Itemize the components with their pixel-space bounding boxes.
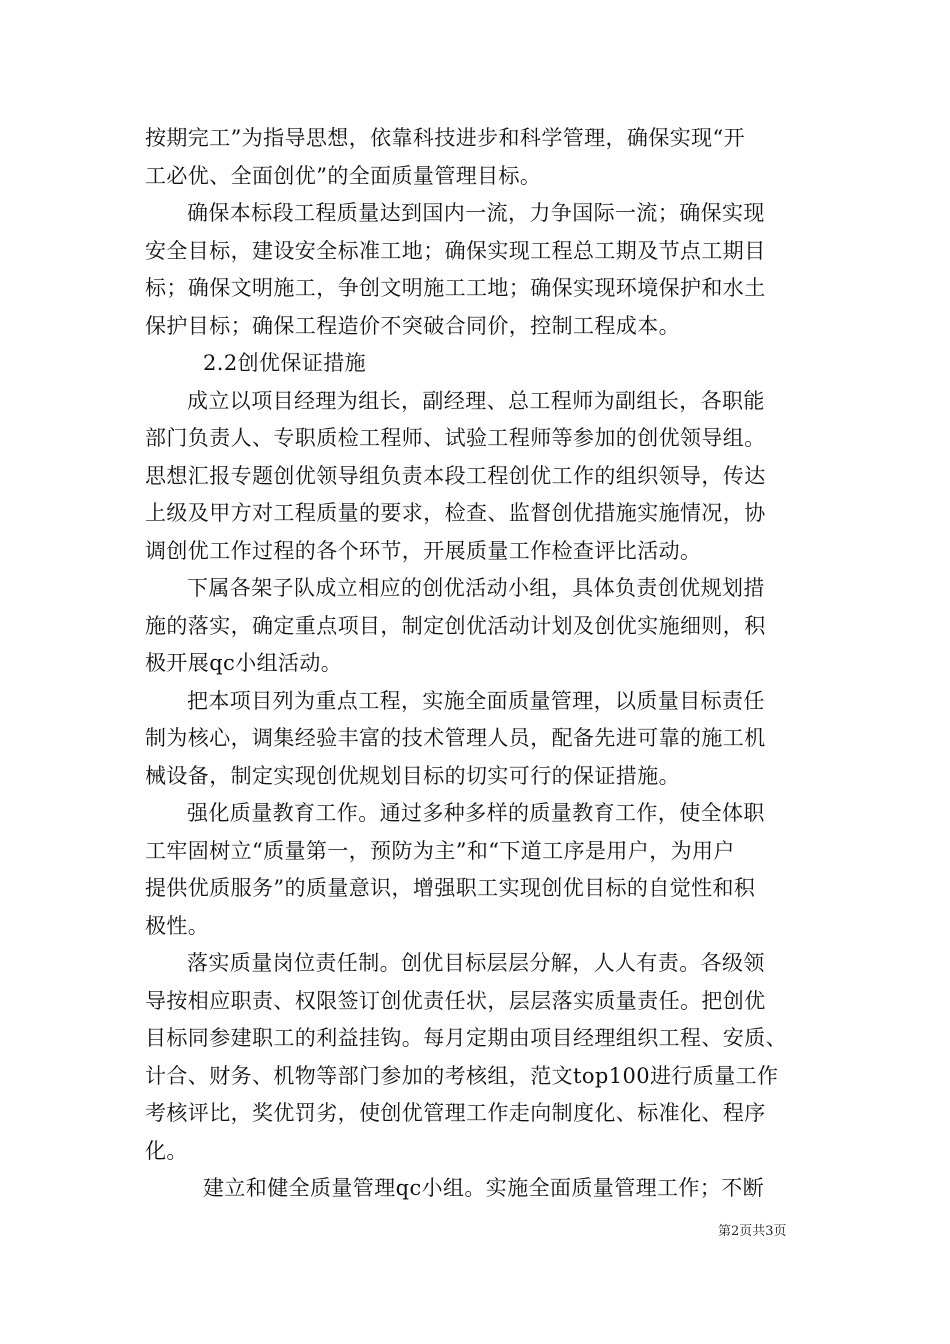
text-line: 械设备，制定实现创优规划目标的切实可行的保证措施。 [145, 763, 680, 788]
text-line: 目标同参建职工的利益挂钩。每月定期由项目经理组织工程、安质、 [145, 1026, 787, 1050]
paragraph-start: 成立以项目经理为组长，副经理、总工程师为副组长，各职能 [187, 388, 765, 413]
paragraph-start: 确保本标段工程质量达到国内一流，力争国际一流；确保实现 [187, 201, 765, 225]
paragraph-start: 把本项目列为重点工程，实施全面质量管理，以质量目标责任 [187, 688, 765, 713]
text-line: 化。 [145, 1138, 188, 1163]
text-line: 极性。 [145, 913, 210, 938]
text-line: 极开展qc小组活动。 [145, 651, 343, 675]
paragraph-start: 落实质量岗位责任制。创优目标层层分解，人人有责。各级领 [187, 951, 765, 975]
text-line: 按期完工”为指导思想，依靠科技进步和科学管理，确保实现“开 [145, 126, 746, 150]
text-line: 标；确保文明施工，争创文明施工工地；确保实现环境保护和水土 [145, 276, 766, 300]
text-line: 保护目标；确保工程造价不突破合同价，控制工程成本。 [145, 313, 680, 338]
text-line: 部门负责人、专职质检工程师、试验工程师等参加的创优领导组。 [145, 426, 766, 450]
section-heading: 2.2创优保证措施 [203, 351, 366, 375]
paragraph-start: 建立和健全质量管理qc小组。实施全面质量管理工作；不断 [203, 1176, 765, 1200]
text-line: 制为核心，调集经验丰富的技术管理人员，配备先进可靠的施工机 [145, 726, 766, 750]
text-line: 调创优工作过程的各个环节，开展质量工作检查评比活动。 [145, 538, 702, 563]
text-line: 思想汇报专题创优领导组负责本段工程创优工作的组织领导，传达 [145, 463, 766, 488]
text-line: 工牢固树立“质量第一，预防为主”和“下道工序是用户，为用户 [145, 838, 735, 863]
page-number: 第2页共3页 [718, 1224, 787, 1239]
text-line: 施的落实，确定重点项目，制定创优活动计划及创优实施细则，积 [145, 613, 766, 638]
paragraph-start: 强化质量教育工作。通过多种多样的质量教育工作，使全体职 [187, 801, 765, 825]
text-line: 计合、财务、机物等部门参加的考核组，范文top100进行质量工作 [145, 1063, 779, 1088]
text-line: 导按相应职责、权限签订创优责任状，层层落实质量责任。把创优 [145, 988, 766, 1013]
paragraph-start: 下属各架子队成立相应的创优活动小组，具体负责创优规划措 [187, 576, 765, 600]
text-line: 提供优质服务”的质量意识，增强职工实现创优目标的自觉性和积 [145, 876, 756, 900]
text-line: 考核评比，奖优罚劣，使创优管理工作走向制度化、标准化、程序 [145, 1101, 766, 1125]
text-line: 上级及甲方对工程质量的要求，检查、监督创优措施实施情况，协 [145, 501, 766, 525]
text-line: 安全目标，建设安全标准工地；确保实现工程总工期及节点工期目 [145, 238, 766, 263]
body-text [145, 120, 813, 1208]
text-line: 工必优、全面创优”的全面质量管理目标。 [145, 163, 542, 188]
